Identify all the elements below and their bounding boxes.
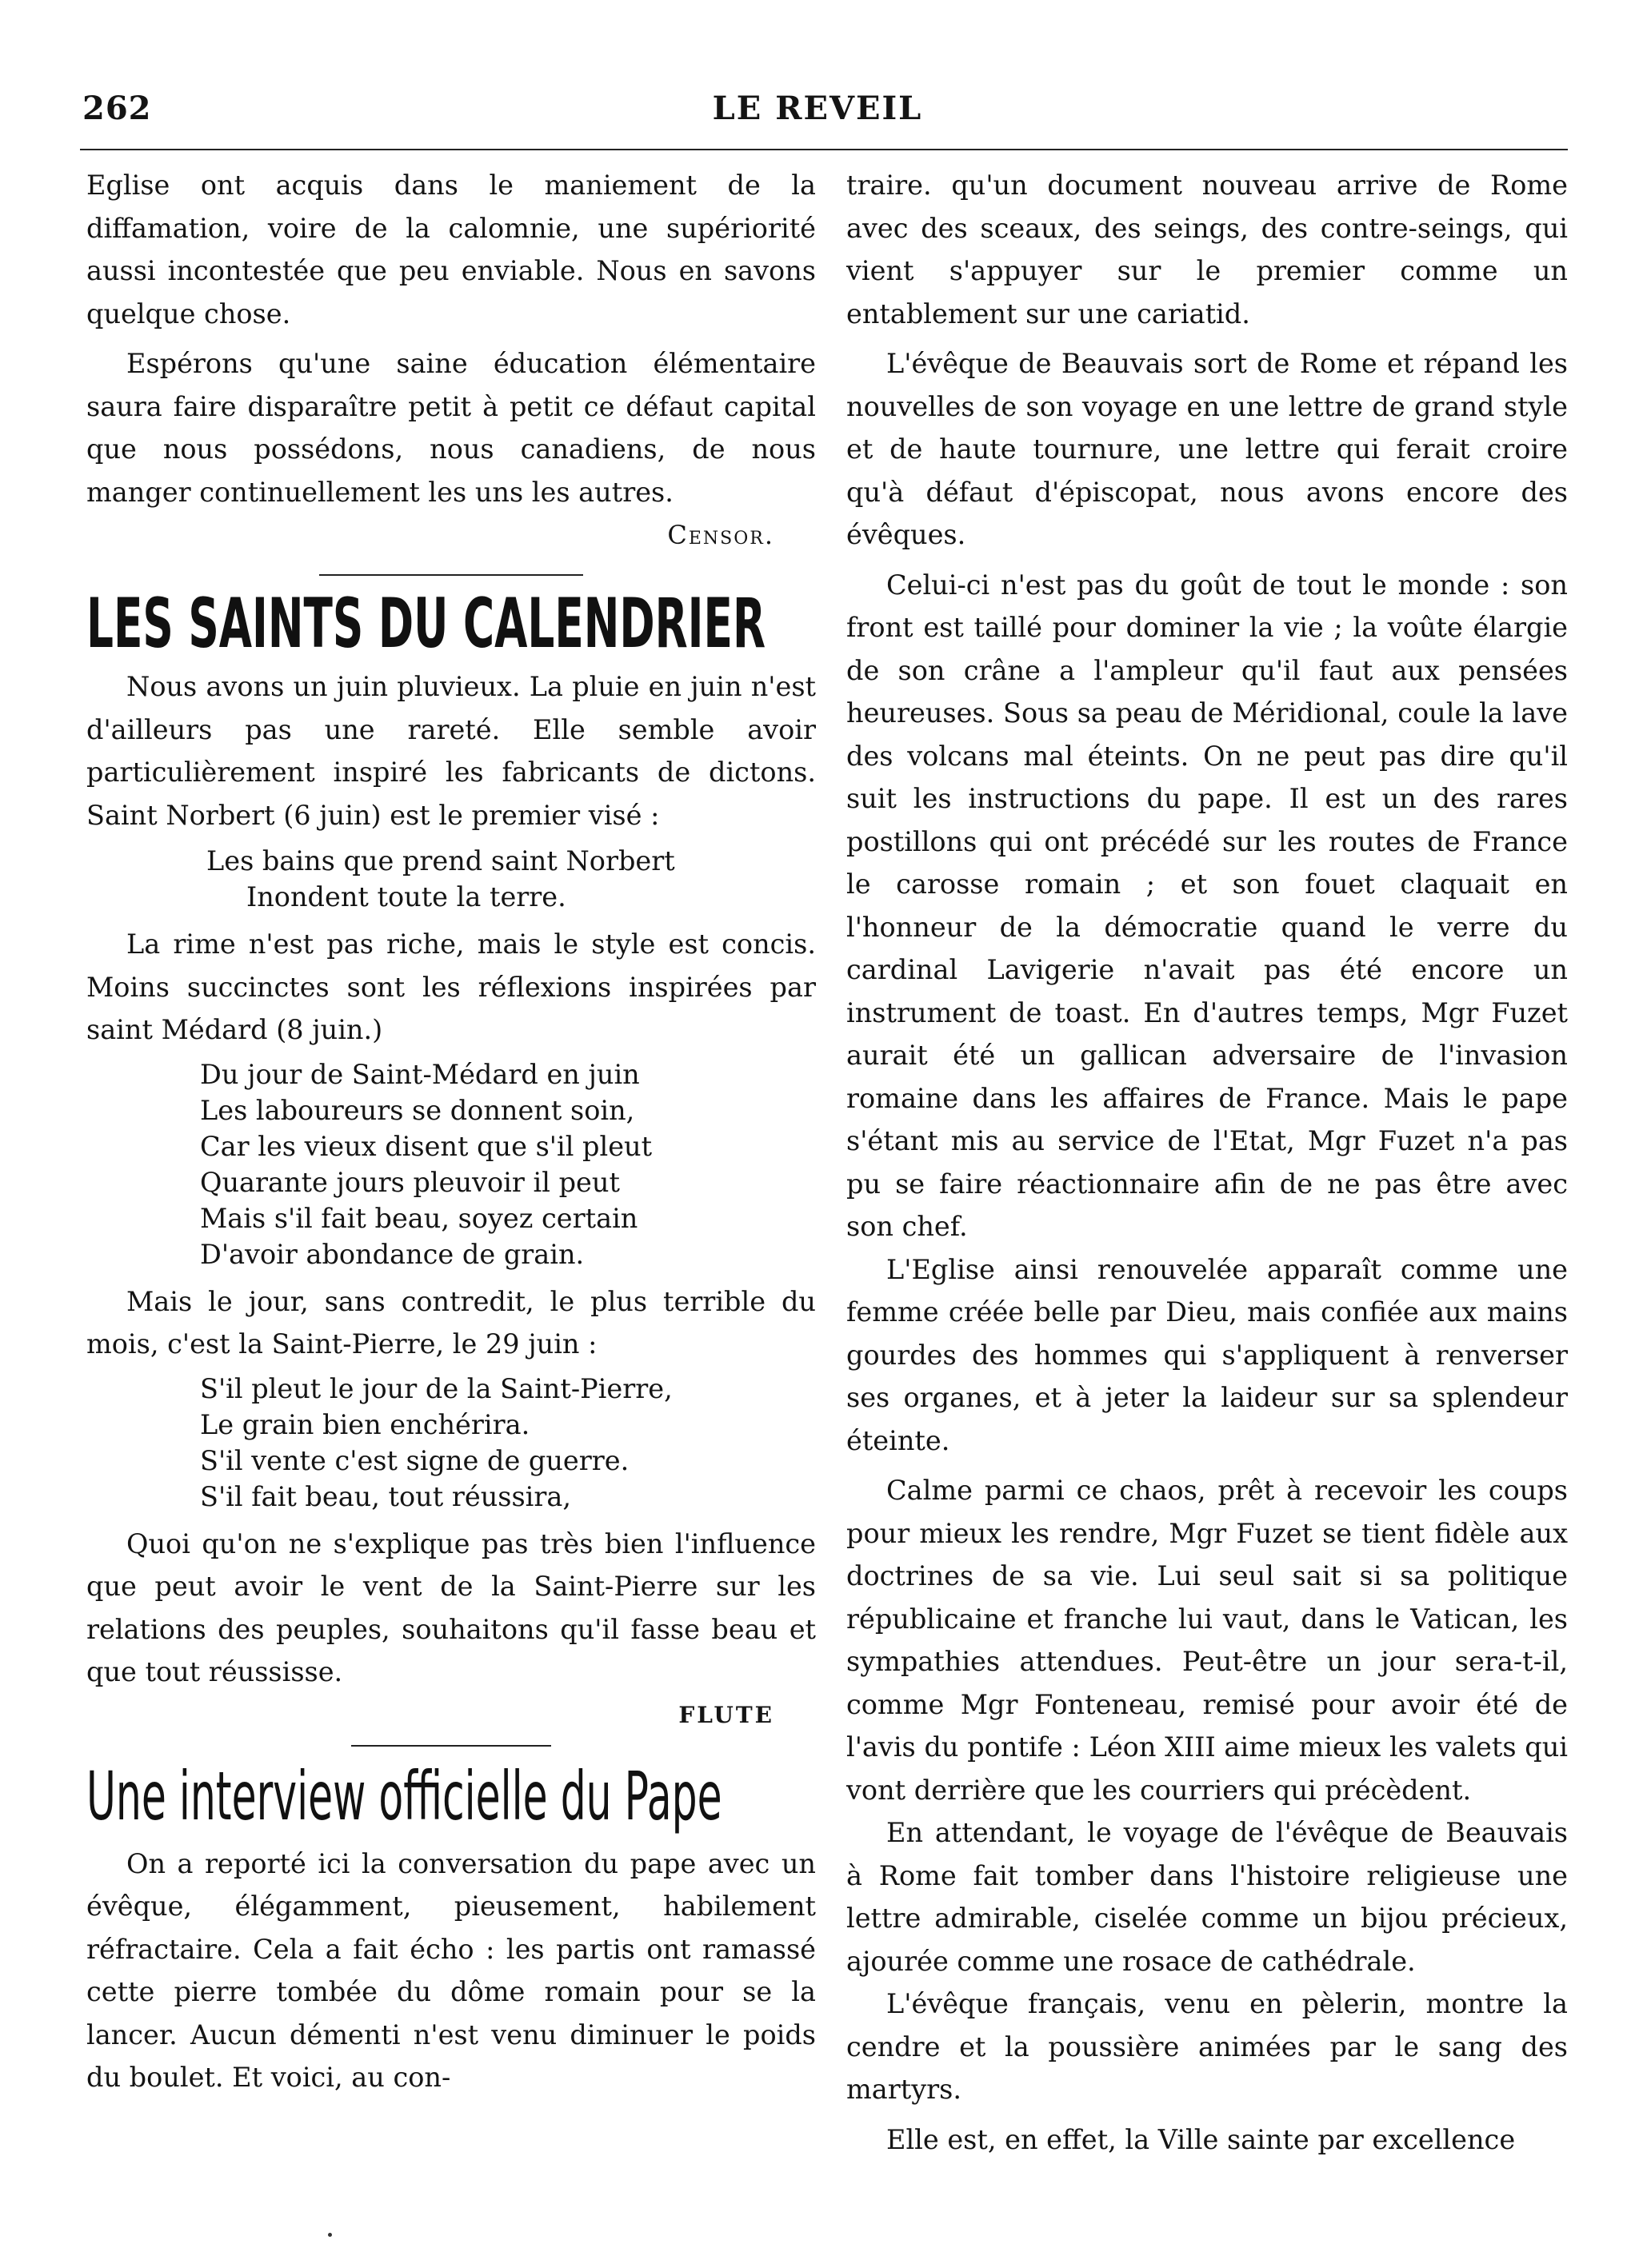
intro-signature: Censor. [667, 520, 774, 550]
poem [86, 1056, 816, 1272]
article-paragraph: L'évêque de Beauvais sort de Rome et répand les nouvelles de son voyage en une lettre de grand style et de haute tournure, une lettre qui ferait croire qu'à défaut d'épiscopat, nous avons encore des évêques. [846, 348, 1568, 550]
article-paragraph: traire. qu'un document nouveau arrive de Rome avec des sceaux, des seings, des contre-seings, qui vient s'appuyer sur le premier comme un entablement sur une cariatid. [846, 170, 1568, 329]
article-paragraph: L'Eglise ainsi renouvelée apparaît comme une femme créée belle par Dieu, mais confiée aux mains gourdes des hommes qui s'appliquent à renverser ses organes, et à jeter la laideur sur sa splendeur éteinte. [846, 1253, 1568, 1456]
article-headline: LES SAINTS DU CALENDRIER [86, 584, 766, 664]
article-headline: Une interview officielle du Pape [86, 1756, 722, 1835]
poem-line: Le grain bien enchérira. [200, 1408, 530, 1440]
poem-line: Mais s'il fait beau, soyez certain [200, 1202, 638, 1234]
poem-line: Les laboureurs se donnent soin, [200, 1094, 635, 1126]
article-paragraph: En attendant, le voyage de l'évêque de Beauvais à Rome fait tomber dans l'histoire religieuse une lettre admirable, ciselée comme un bijou précieux, ajourée comme une rosace de cathédrale. [846, 1817, 1568, 1977]
article-paragraph: Nous avons un juin pluvieux. La pluie en juin n'est d'ailleurs pas une rareté. Elle semble avoir particulièrement inspiré les fabricants de dictons. Saint Norbert (6 juin) est le premier visé : [86, 671, 816, 831]
section-rule [351, 1745, 551, 1747]
poem-line: Inondent toute la terre. [246, 881, 566, 912]
print-speck [328, 2233, 332, 2237]
intro-paragraph: Eglise ont acquis dans le maniement de la diffamation, voire de la calomnie, une supériorité aussi incontestée que peu enviable. Nous en savons quelque chose. [86, 170, 816, 329]
article-paragraph: Quoi qu'on ne s'explique pas très bien l'influence que peut avoir le vent de la Saint-Pierre sur les relations des peuples, souhaitons qu'il fasse beau et que tout réussisse. [86, 1527, 816, 1687]
page-number: 262 [82, 90, 152, 127]
right-column [846, 164, 1568, 2161]
poem-line: S'il fait beau, tout réussira, [200, 1480, 572, 1512]
poem-line: S'il vente c'est signe de guerre. [200, 1444, 630, 1476]
poem-line: Quarante jours pleuvoir il peut [200, 1166, 620, 1198]
journal-title: LE REVEIL [712, 90, 923, 127]
poem-line: D'avoir abondance de grain. [200, 1238, 585, 1270]
poem-line: S'il pleut le jour de la Saint-Pierre, [200, 1372, 673, 1404]
article-paragraph: Mais le jour, sans contredit, le plus terrible du mois, c'est la Saint-Pierre, le 29 juin : [86, 1285, 816, 1360]
left-column [86, 164, 816, 2099]
article-paragraph: La rime n'est pas riche, mais le style est concis. Moins succinctes sont les réflexions inspirées par saint Médard (8 juin.) [86, 928, 816, 1045]
intro-paragraph: Espérons qu'une saine éducation élémentaire saura faire disparaître petit à petit ce défaut capital que nous possédons, nous canadiens, de nous manger continuellement les uns les autres. [86, 348, 816, 508]
article-paragraph: Elle est, en effet, la Ville sainte par excellence [886, 2123, 1516, 2155]
article-paragraph: On a reporté ici la conversation du pape avec un évêque, élégamment, pieusement, habilement réfractaire. Cela a fait écho : les partis ont ramassé cette pierre tombée du dôme romain pour se la lancer. Aucun démenti n'est venu diminuer le poids du boulet. Et voici, au con- [86, 1847, 816, 2093]
article-paragraph: Calme parmi ce chaos, prêt à recevoir les coups pour mieux les rendre, Mgr Fuzet se tient fidèle aux doctrines de sa vie. Lui seul sait si sa politique républicaine et franche lui vaut, dans le Vatican, les sympathies attendues. Peut-être un jour sera-t-il, comme Mgr Fonteneau, remisé pour avoir été de l'avis du pontife : Léon XIII aime mieux les valets qui vont derrière que les courriers qui précèdent. [846, 1475, 1568, 1806]
poem [86, 1371, 816, 1515]
article-paragraph: L'évêque français, venu en pèlerin, montre la cendre et la poussière animées par le sang des martyrs. [846, 1988, 1568, 2105]
poem [86, 843, 816, 915]
section-rule [319, 574, 583, 576]
poem-line: Les bains que prend saint Norbert [206, 845, 675, 876]
poem-line: Car les vieux disent que s'il pleut [200, 1130, 653, 1162]
article-signature: FLUTE [678, 1701, 774, 1728]
header-rule [80, 149, 1568, 150]
poem-line: Du jour de Saint-Médard en juin [200, 1058, 640, 1090]
article-paragraph: Celui-ci n'est pas du goût de tout le monde : son front est taillé pour dominer la vie ; la voûte élargie de son crâne a l'ampleur qu'il faut aux pensées heureuses. Sous sa peau de Méridional, coule la lave des volcans mal éteints. On ne peut pas dire qu'il suit les instructions du pape. Il est un des rares postillons qui ont précédé sur les routes de France le carosse romain ; et son fouet claquait en l'honneur de la démocratie quand le verre du cardinal Lavigerie n'avait pas été encore un instrument de toast. En d'autres temps, Mgr Fuzet aurait été un gallican adversaire de l'invasion romaine dans les affaires de France. Mais le pape s'étant mis au service de l'Etat, Mgr Fuzet n'a pas pu se faire réactionnaire afin de ne pas être avec son chef. [846, 569, 1568, 1242]
